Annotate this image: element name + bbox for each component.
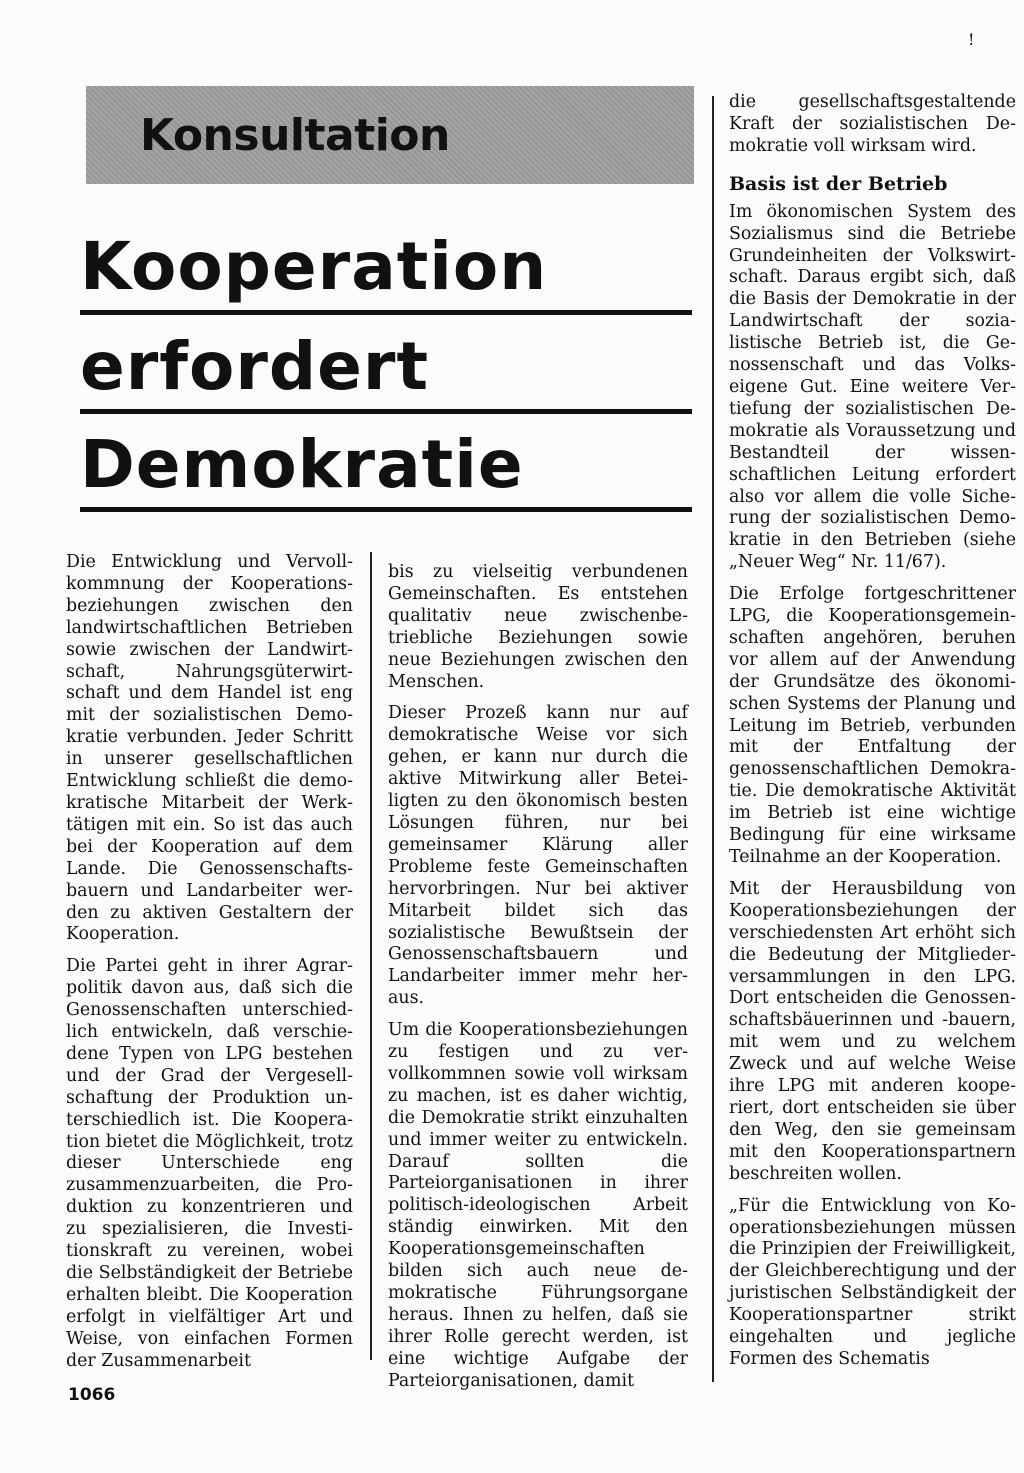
col1-paragraph: Die Partei geht in ihrer Agrarpolitik davon aus, daß sich die Genossenschaften unterschiedlich entwickeln, daß verschiedene Typen von LPG bestehen und der Grad der Vergesellschaftung der Produktion unterschiedlich ist. Die Kooperation bietet die Möglichkeit, trotz dieser Unterschiede eng zusammenzuarbeiten, die Produktion zu konzentrieren und zu spezialisieren, die Investitionskraft zu vereinen, wobei die Selbständigkeit der Betriebe erhalten bleibt. Die Kooperation erfolgt in vielfältiger Art und Weise, von einfachen Formen der Zusammenarbeit	[66, 956, 353, 1371]
col3-intro: die gesellschaftsgestaltende Kraft der sozialistischen Demokratie voll wirksam wird.	[729, 92, 1016, 156]
column-3	[729, 92, 1016, 1381]
col3-paragraph: Im ökonomischen System des Sozialismus sind die Betriebe Grundeinheiten der Volkswirtschaft. Daraus ergibt sich, daß die Basis der Demokratie in der Landwirtschaft der sozialistische Betrieb ist, die Genossenschaft und das Volkseigene Gut. Eine weitere Vertiefung der sozialistischen Demokratie als Voraussetzung und Bestandteil der wissenschaftlichen Leitung erfordert also vor allem die volle Sicherung der sozialistischen Demokratie in den Betrieben (siehe „Neuer Weg“ Nr. 11/67).	[729, 201, 1016, 573]
headline-line-2: erfordert	[80, 328, 430, 405]
col1-paragraph: Die Entwicklung und Vervollkommnung der Kooperationsbeziehungen zwischen den landwirtschaftlichen Betrieben sowie zwischen der Landwirtschaft, Nahrungsgüterwirtschaft und dem Handel ist eng mit der sozialistischen Demokratie verbunden. Jeder Schritt in unserer gesellschaftlichen Entwicklung schließt die demokratische Mitarbeit der Werktätigen mit ein. So ist das auch bei der Kooperation auf dem Lande. Die Genossenschaftsbauern und Landarbeiter werden zu aktiven Gestaltern der Kooperation.	[66, 552, 353, 945]
col3-paragraph: „Für die Entwicklung von Kooperationsbeziehungen müssen die Prinzipien der Freiwilligkeit, der Gleichberechtigung und der juristischen Selbständigkeit der Kooperationspartner strikt eingehalten und jegliche Formen des Schematis	[729, 1195, 1016, 1369]
section-label: Konsultation	[140, 110, 450, 161]
col2-paragraph: Um die Kooperationsbeziehungen zu festigen und zu vervollkommnen sowie voll wirksam zu machen, ist es daher wichtig, die Demokratie strikt einzuhalten und immer weiter zu entwickeln. Darauf sollten die Parteiorganisationen in ihrer politisch-ideologischen Arbeit ständig einwirken. Mit den Kooperationsgemeinschaften bilden sich auch neue demokratische Führungsorgane heraus. Ihnen zu helfen, daß sie ihrer Rolle gerecht werden, ist eine wichtige Aufgabe der Parteiorganisationen, damit	[388, 1020, 688, 1391]
col2-paragraph: Dieser Prozeß kann nur auf demokratische Weise vor sich gehen, er kann nur durch die aktive Mitwirkung aller Beteiligten zu den ökonomisch besten Lösungen führen, nur bei gemeinsamer Klärung aller Probleme feste Gemeinschaften hervorbringen. Nur bei aktiver Mitarbeit bildet sich das sozialistische Bewußtsein der Genossenschaftsbauern und Landarbeiter immer mehr heraus.	[388, 703, 688, 1009]
headline-line-1: Kooperation	[80, 228, 548, 305]
headline-rule-1	[80, 310, 692, 315]
col2-paragraph: bis zu vielseitig verbundenen Gemeinschaften. Es entstehen qualitativ neue zwischenbetriebliche Beziehungen sowie neue Beziehungen zwischen den Menschen.	[388, 562, 688, 692]
corner-mark: !	[968, 30, 975, 49]
column-divider-1	[370, 552, 372, 1360]
column-2	[388, 562, 688, 1403]
headline-rule-2	[80, 409, 692, 414]
col3-paragraph: Die Erfolge fortgeschrittener LPG, die Kooperationsgemeinschaften angehören, beruhen vor allem auf der Anwendung der Grundsätze des ökonomischen Systems der Planung und Leitung im Betrieb, verbunden mit der Entfaltung der genossenschaftlichen Demokratie. Die demokratische Aktivität im Betrieb ist eine wichtige Bedingung für eine wirksame Teilnahme an der Kooperation.	[729, 584, 1016, 867]
column-divider-2	[712, 96, 714, 1382]
page-number: 1066	[68, 1385, 116, 1405]
headline-line-3: Demokratie	[80, 426, 524, 503]
col3-subheading: Basis ist der Betrieb	[729, 172, 948, 195]
headline-rule-3	[80, 507, 692, 512]
col3-paragraph: Mit der Herausbildung von Kooperationsbeziehungen der verschiedensten Art erhöht sich die Bedeutung der Mitgliederversammlungen in den LPG. Dort entscheiden die Genossenschaftsbäuerinnen und -bauern, mit wem und zu welchem Zweck und auf welche Weise ihre LPG mit anderen kooperiert, dort entscheiden sie über den Weg, den sie gemeinsam mit den Kooperationspartnern beschreiten wollen.	[729, 878, 1016, 1184]
column-1	[66, 552, 353, 1383]
